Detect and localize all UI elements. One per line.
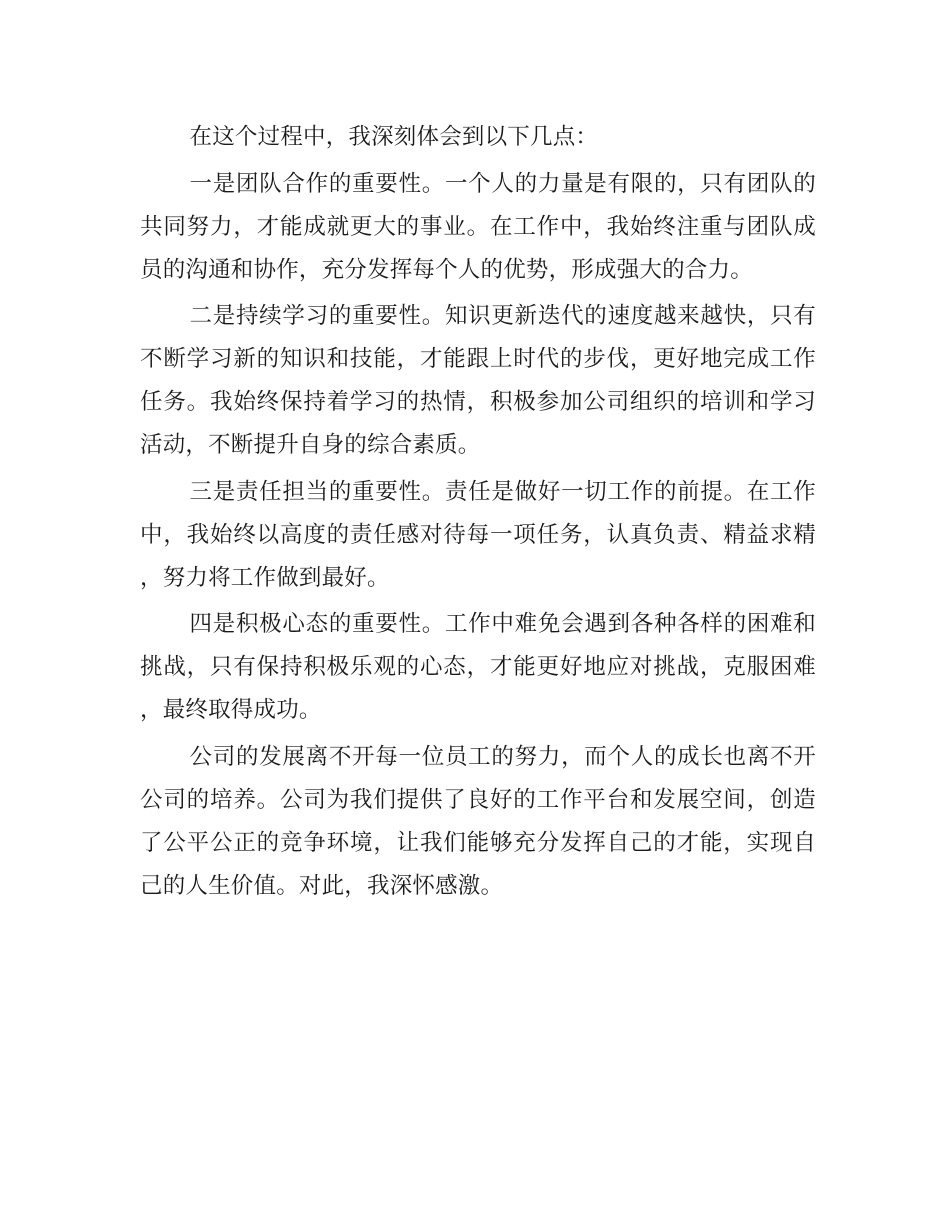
paragraph-teamwork: 一是团队合作的重要性。一个人的力量是有限的，只有团队的共同努力，才能成就更大的事业。在工作中，我始终注重与团队成员的沟通和协作，充分发挥每个人的优势，形成强大的合力。 <box>140 170 816 283</box>
document-body <box>140 116 816 911</box>
paragraph-attitude: 四是积极心态的重要性。工作中难免会遇到各种各样的困难和挑战，只有保持积极乐观的心态，才能更好地应对挑战，克服困难，最终取得成功。 <box>140 611 816 723</box>
paragraph-gratitude: 公司的发展离不开每一位员工的努力，而个人的成长也离不开公司的培养。公司为我们提供了良好的工作平台和发展空间，创造了公平公正的竞争环境，让我们能够充分发挥自己的才能，实现自己的人生价值。对此，我深怀感激。 <box>140 743 816 899</box>
paragraph-responsibility: 三是责任担当的重要性。责任是做好一切工作的前提。在工作中，我始终以高度的责任感对待每一项任务，认真负责、精益求精，努力将工作做到最好。 <box>140 478 816 591</box>
paragraph-learning: 二是持续学习的重要性。知识更新迭代的速度越来越快，只有不断学习新的知识和技能，才能跟上时代的步伐，更好地完成工作任务。我始终保持着学习的热情，积极参加公司组织的培训和学习活动，不断提升自身的综合素质。 <box>140 303 816 458</box>
paragraph-intro: 在这个过程中，我深刻体会到以下几点： <box>189 124 599 150</box>
